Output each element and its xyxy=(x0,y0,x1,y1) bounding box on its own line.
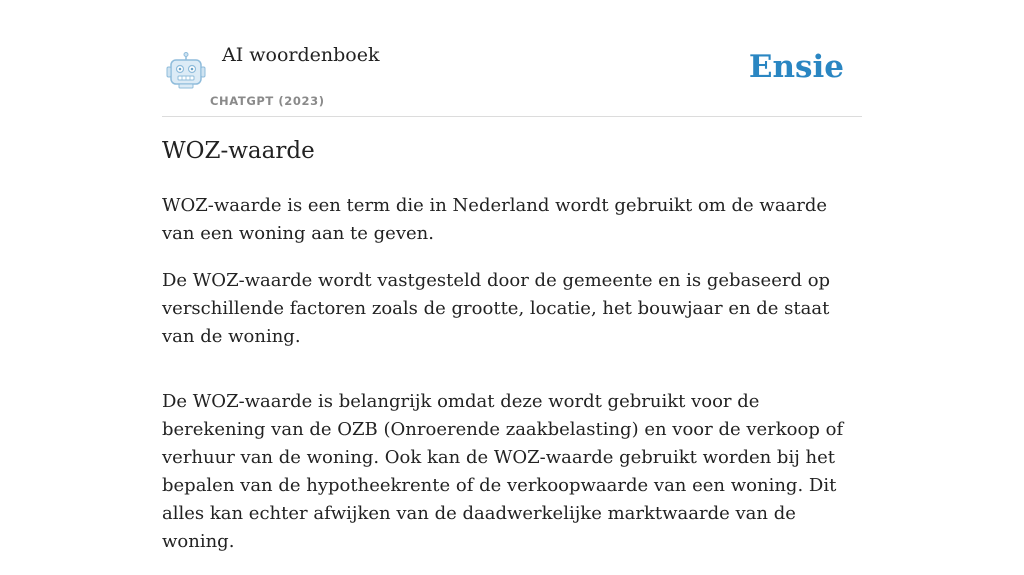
source-header xyxy=(162,0,862,117)
definition-paragraph: De WOZ-waarde wordt vastgesteld door de gemeente en is gebaseerd op verschillende factoren zoals de grootte, locatie, het bouwjaar en de staat van de woning. xyxy=(162,270,831,347)
source-title[interactable]: AI woordenboek xyxy=(222,44,380,66)
robot-icon xyxy=(166,52,206,90)
brand-logo-link[interactable]: Ensie xyxy=(748,49,844,85)
definition-paragraph: WOZ-waarde is een term die in Nederland wordt gebruikt om de waarde van een woning aan te geven. xyxy=(162,195,828,244)
source-subtitle: CHATGPT (2023) xyxy=(210,94,325,108)
definition-paragraph: De WOZ-waarde is belangrijk omdat deze wordt gebruikt voor de berekening van de OZB (Onroerende zaakbelasting) en voor de verkoop of verhuur van de woning. Ook kan de WOZ-waarde gebruikt worden bij het bepalen van de hypotheekrente of de verkoopwaarde van een woning. Dit alles kan echter afwijken van de daadwerkelijke marktwaarde van de woning. xyxy=(162,391,844,552)
definition-body xyxy=(162,192,862,575)
term-title: WOZ-waarde xyxy=(162,138,315,164)
